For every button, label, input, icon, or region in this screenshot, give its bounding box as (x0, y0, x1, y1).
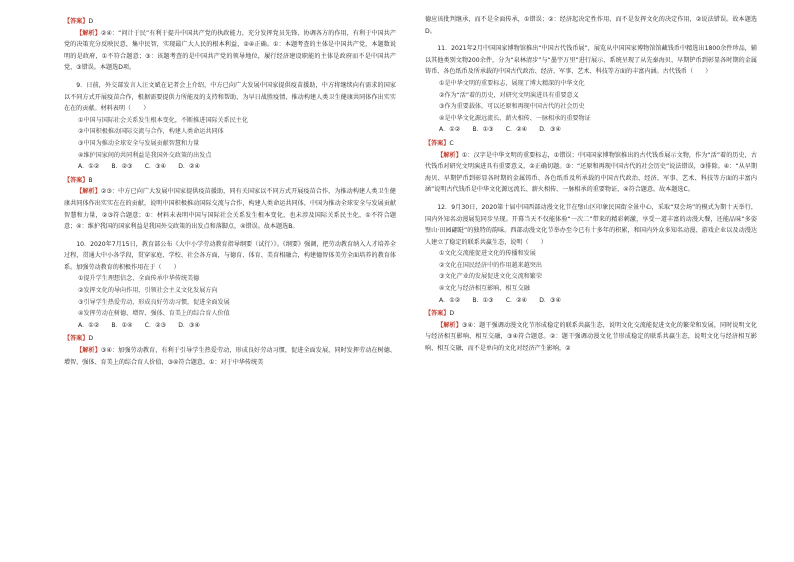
q9-choices: A．①② B．②③ C．③④ D．②④ (78, 163, 200, 171)
q12-option-3: ③文化产业的发展促进文化交流和繁荣 (439, 273, 542, 281)
q11-answer (425, 138, 757, 150)
q12-option-4: ④文化与经济相互影响、相互交融 (439, 285, 530, 293)
right-column (425, 14, 757, 355)
q9-option-2: ②中国积极推动国际交流与合作，构建人类命运共同体 (78, 128, 224, 136)
q12-stem: 12．9月30日，2020第十届中国西部动漫文化节在璧山区印象民国街全景中心，采取“双会场”的模式为期十天举行，国内外知名动漫展览同步呈现。开幕当天不仅能体验“一次二”带来的精彩刺激，享受一道丰富的动漫大餐，还能品味“多姿璧山·田园翩跹”的独特的韵味。西部动漫文化节举办至今已有十多年的积累，和国内外众多知名动漫、游戏企业以及动漫达人建立了稳定的联系共赢生态，说明（ ） (425, 203, 757, 246)
answer-tag: 【答案】 (64, 176, 89, 184)
explanation-tag: 【解析】 (76, 347, 101, 355)
q11-explanation (425, 150, 757, 196)
q12-explanation (425, 320, 757, 355)
q10-option-4: ④发挥劳动在树德、增智、强体、育美上的综合育人价值 (78, 310, 230, 318)
q9-stem: 9．日前，外交部发言人汪文斌在记者会上介绍，中方已向广大发展中国家提供疫苗援助，中方将继续向有需求的国家以不同方式开展疫苗合作，根据需要提供力所能及的支持和帮助，为早日战胜疫情、推动构建人类卫生健康共同体作出实实在在的贡献。材料表明（ ） (64, 81, 396, 113)
answer-tag: 【答案】 (425, 139, 450, 147)
explanation-tag: 【解析】 (76, 29, 101, 37)
q9-explanation (64, 186, 396, 232)
q8-explanation (64, 28, 396, 74)
q10-option-2: ②发挥文化的导向作用，引领社会主义文化发展方向 (78, 287, 218, 295)
answer-value: D (449, 310, 455, 318)
q10-answer (64, 333, 396, 345)
q10-option-1: ①提升学生理想信念，全面传承中华传统美德 (78, 275, 200, 283)
answer-value: B (88, 176, 93, 184)
explanation-tag: 【解析】 (437, 151, 462, 159)
explanation-text: ①：汉字是中华文明的重要标志，①错误；中国国家博物馆推出的古代钱币展示文物，作为“活”着的历史，古代钱币对研究文明演进具有重要意义，②正确切题。③：“还原和再现中国古代的社会历史”说法错误，③排除。④：“从早期海贝、早期铲币到彰显各时期的金属铸币、各色纸币及所承载的中国古代政治、经济、军事、艺术、科技等方面的丰富内涵”说明古代钱币是中华文化源远流长、薪火相传、一脉相承的重要物证，④符合题意。故本题选C。 (425, 151, 757, 194)
explanation-text: ③④：加强劳动教育，有利于引导学生热爱劳动，形成良好劳动习惯，促进全面发展，同时发挥劳动在树德、增智、强体、育美上的综合育人价值，③④符合题意。①：对于中华传统美 (64, 347, 397, 366)
left-column (64, 14, 396, 368)
q9-answer (64, 175, 396, 187)
q12-option-2: ②文化在国民经济中的作用越来越突出 (439, 261, 542, 269)
q11-option-2: ②作为“活”着的历史，对研究文明演进具有重要意义 (439, 91, 579, 99)
explanation-tag: 【解析】 (76, 188, 101, 196)
q11-option-1: ①是中华文明的重要标志，展现了博大精深的中华文化 (439, 79, 585, 87)
q11-choices: A．①② B．①③ C．②④ D．③④ (439, 126, 561, 134)
answer-tag: 【答案】 (64, 18, 89, 25)
q12-answer (425, 308, 757, 320)
q10-stem: 10．2020年7月15日，教育部公布《大中小学劳动教育指导纲要（试行）》。《纲要》强调，把劳动教育纳入人才培养全过程，贯通大中小各学段，贯穿家庭、学校、社会各方面，与德育、体育、美育相融合，构建德智体美劳全面培养的教育体系。加强劳动教育的积极作用在于（ ） (64, 240, 396, 271)
q9-option-3: ③中国为推动全球安全与发展贡献智慧和力量 (78, 139, 200, 147)
q12-option-1: ①文化交流能促进文化的传播和发展 (439, 250, 536, 258)
q10-choices: A．①② B．①④ C．②③ D．③④ (78, 321, 200, 329)
q9-option-4: ④维护国家间的共同利益是我国外交政策的出发点 (78, 151, 212, 159)
q11-option-3: ③作为重要载体，可以还原和再现中国古代的社会历史 (439, 103, 585, 111)
answer-tag: 【答案】 (64, 335, 89, 343)
answer-value: D (88, 18, 94, 25)
q10-explanation (64, 345, 396, 368)
answer-value: D (88, 335, 94, 343)
explanation-text: ②④：“问计于民”有利于提升中国共产党的执政能力，充分发挥党员先锋、协调各方的作用，有利于中国共产党的决策充分反映民意，集中民智，实现最广大人民的根本利益，②④正确。①：本题考查的主体是中国共产党，本题数说明的是政府，①不符合题意；③：该题考查的是中国共产党的领导地位，履行经济建设职能的主体是政府而不是中国共产党，③错误。本题选D项。 (64, 29, 396, 72)
q8-answer (64, 16, 396, 28)
explanation-text: ③④：题干强调动漫文化节形成稳定的联系共赢生态，说明文化交流能促进文化的繁荣和发展，同时说明文化与经济相互影响、相互交融，③④符合题意。②：题干强调动漫文化节形成稳定的联系共赢生态，说明文化与经济相互影响、相互交融，而不是单向的文化对经济产生影响，② (425, 321, 758, 353)
answer-tag: 【答案】 (425, 310, 450, 318)
q11-option-4: ④是中华文化源远流长、薪火相传、一脉相承的重要物证 (439, 114, 591, 122)
q12-choices: A．①② B．①③ C．②④ D．③④ (439, 296, 561, 304)
q10-explanation-continued: 德应该批判继承，而不是全面传承，①错误；②：经济起决定性作用，而不是发挥文化的决定作用，②说法错误。故本题选D。 (425, 16, 757, 35)
q11-stem: 11．2021年2月中国国家博物馆推出“中国古代钱币展”，展览从中国国家博物馆馆藏钱币中精选出1800余件珍品，辅以其他类别文物200余件，分为“泉林清步”与“墨宇万里”进行展示，系统呈现了从先秦海贝、早期铲币到彰显各时期的金属铸币、各色纸币及所承载的中国古代政治、经济、军事、艺术、科技等方面的丰富内涵。古代钱币（ ） (425, 45, 757, 76)
answer-value: C (449, 139, 454, 147)
q9-option-1: ①中国与国际社会关系发生根本变化，不断推进国际关系民主化 (78, 116, 248, 124)
explanation-tag: 【解析】 (437, 321, 462, 329)
q10-option-3: ③引导学生热爱劳动，形成良好劳动习惯，促进全面发展 (78, 298, 230, 306)
explanation-text: ②③：中方已向广大发展中国家提供疫苗援助，同有关国家以不同方式开展疫苗合作，为推动构建人类卫生健康共同体作出实实在在的贡献，说明中国积极推动国际交流与合作，构建人类命运共同体，中国为推动全球安全与发展贡献智慧和力量，②③符合题意；①：材料未表明中国与国际社会关系发生根本变化，也未涉及国际关系民主化，①不符合题意；④：维护我国的国家利益是我国外交政策的出发点和落脚点，④错误。故本题选B。 (64, 188, 397, 231)
